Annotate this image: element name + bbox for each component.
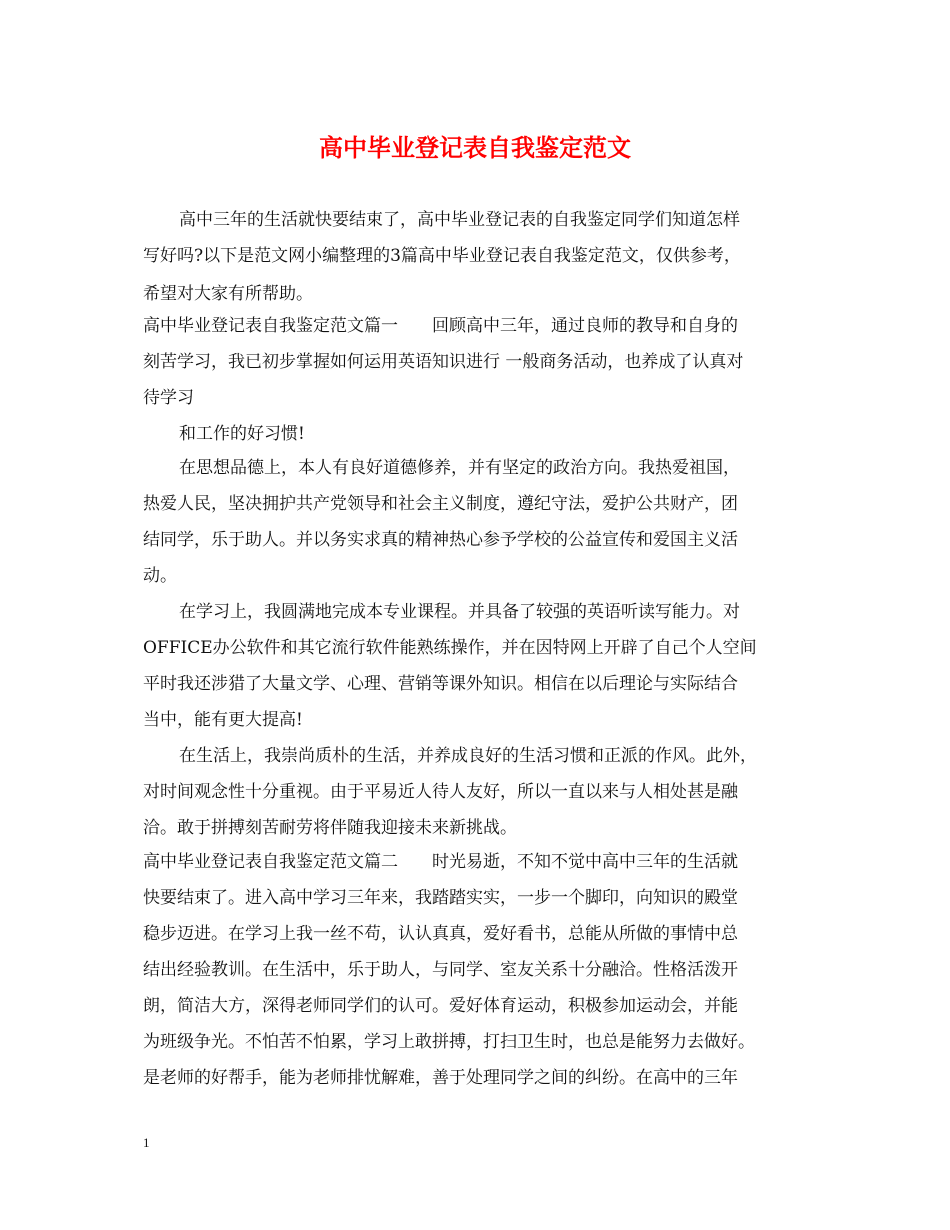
body-line-21: 稳步迈进。在学习上我一丝不苟，认认真真，爱好看书，总能从所做的事情中总	[143, 924, 738, 944]
body-line-14: 平时我还涉猎了大量文学、心理、营销等课外知识。相信在以后理论与实际结合	[143, 674, 738, 694]
body-line-3: 希望对大家有所帮助。	[143, 284, 313, 304]
body-line-1: 高中三年的生活就快要结束了，高中毕业登记表的自我鉴定同学们知道怎样	[179, 210, 740, 230]
body-line-23: 朗，简洁大方，深得老师同学们的认可。爱好体育运动，积极参加运动会，并能	[143, 996, 738, 1016]
body-line-15: 当中，能有更大提高!	[143, 710, 303, 730]
body-line-8: 在思想品德上，本人有良好道德修养，并有坚定的政治方向。我热爱祖国，	[179, 458, 740, 478]
body-line-25: 是老师的好帮手，能为老师排忧解难，善于处理同学之间的纠纷。在高中的三年	[143, 1068, 738, 1088]
body-line-18: 洽。敢于拼搏刻苦耐劳将伴随我迎接未来新挑战。	[143, 818, 517, 838]
body-line-5: 刻苦学习，我已初步掌握如何运用英语知识进行 一般商务活动，也养成了认真对	[143, 352, 744, 372]
body-line-9: 热爱人民，坚决拥护共产党领导和社会主义制度，遵纪守法，爱护公共财产，团	[143, 494, 738, 514]
body-line-7: 和工作的好习惯!	[179, 424, 305, 444]
body-line-19: 高中毕业登记表自我鉴定范文篇二 时光易逝，不知不觉中高中三年的生活就	[143, 852, 738, 872]
body-line-22: 结出经验教训。在生活中，乐于助人，与同学、室友关系十分融洽。性格活泼开	[143, 960, 738, 980]
body-line-24: 为班级争光。不怕苦不怕累，学习上敢拼搏，打扫卫生时，也总是能努力去做好。	[143, 1032, 755, 1052]
body-line-10: 结同学，乐于助人。并以务实求真的精神热心参予学校的公益宣传和爱国主义活	[143, 530, 738, 550]
body-line-11: 动。	[143, 566, 177, 586]
body-line-4: 高中毕业登记表自我鉴定范文篇一 回顾高中三年，通过良师的教导和自身的	[143, 316, 738, 336]
document-title: 高中毕业登记表自我鉴定范文	[319, 133, 631, 162]
body-line-16: 在生活上，我崇尚质朴的生活，并养成良好的生活习惯和正派的作风。此外，	[179, 746, 757, 766]
body-line-12: 在学习上，我圆满地完成本专业课程。并具备了较强的英语听读写能力。对	[179, 602, 740, 622]
body-line-17: 对时间观念性十分重视。由于平易近人待人友好，所以一直以来与人相处甚是融	[143, 782, 738, 802]
body-line-13: OFFICE办公软件和其它流行软件能熟练操作，并在因特网上开辟了自己个人空间	[143, 638, 757, 658]
body-line-2: 写好吗?以下是范文网小编整理的3篇高中毕业登记表自我鉴定范文，仅供参考，	[143, 246, 741, 266]
body-line-6: 待学习	[143, 388, 194, 408]
page-number: 1	[143, 1135, 150, 1150]
body-line-20: 快要结束了。进入高中学习三年来，我踏踏实实，一步一个脚印，向知识的殿堂	[143, 888, 738, 908]
